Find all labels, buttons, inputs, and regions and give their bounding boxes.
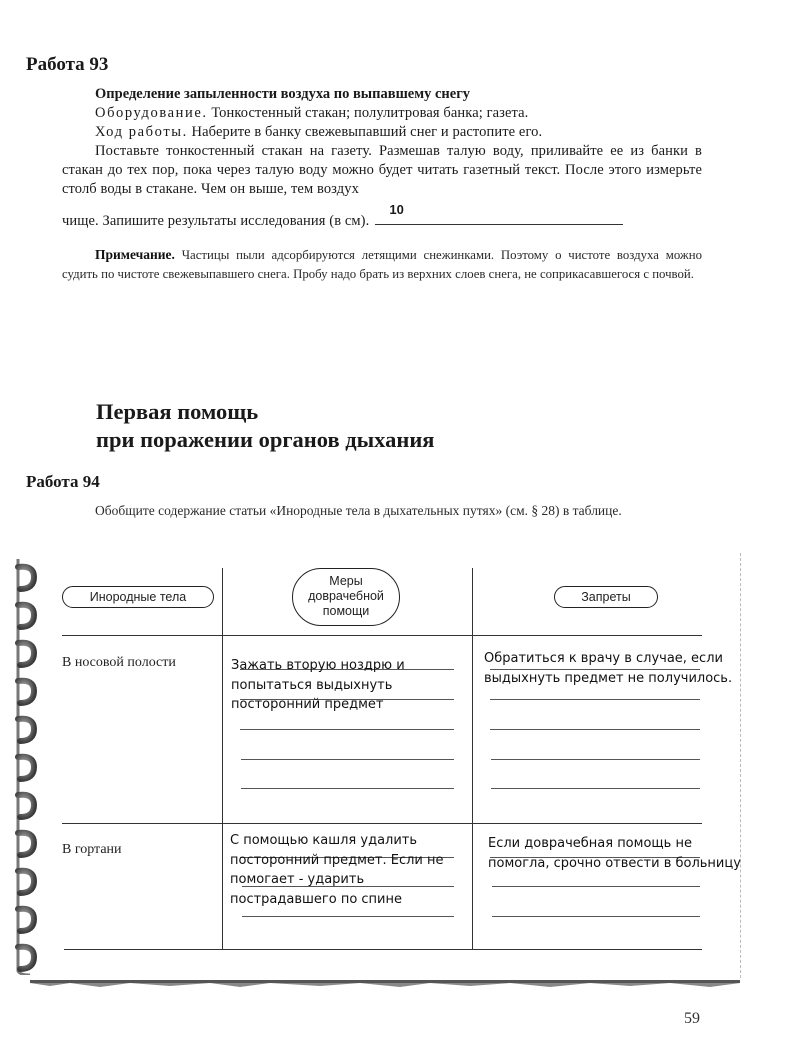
result-answer-value: 10 [389,202,405,217]
section-title [96,398,434,454]
procedure-label: Ход работы. [95,124,188,140]
writing-line [490,699,700,700]
answer-nasal-prohibitions[interactable] [484,649,732,688]
answer-line: выдыхнуть предмет не получилось. [484,670,733,686]
procedure-text: Наберите в банку свежевыпавший снег и растопите его. [187,124,543,140]
writing-line [490,729,700,730]
header-measures-line1: Меры [329,574,363,588]
spiral-ring [18,871,34,893]
section-title-line2: при поражении органов дыхания [96,427,435,452]
writing-line [491,759,700,760]
note-label: Примечание. [95,247,175,262]
header-foreign-bodies: Инородные тела [62,586,214,608]
work93-result-line [62,202,623,231]
column-divider-1 [222,568,223,950]
spiral-ring [18,795,34,817]
spiral-ring [18,757,34,779]
column-divider-2 [472,568,473,950]
result-answer-field[interactable] [375,202,623,225]
header-first-aid-measures [292,568,400,626]
answer-line: С помощью кашля удалить [230,833,418,848]
answer-larynx-prohibitions[interactable] [488,834,741,873]
section-title-line1: Первая помощь [96,399,259,424]
header-prohibitions: Запреты [554,586,658,608]
spiral-ring [18,833,34,855]
answer-line: пострадавшего по спине [230,891,402,907]
writing-line [241,788,454,789]
work94-title: Работа 94 [26,472,100,491]
page-number: 59 [684,1010,700,1027]
spiral-ring [18,909,34,931]
torn-bottom-edge [30,980,740,988]
writing-line [492,886,700,887]
row-divider [62,823,702,824]
spiral-ring [18,643,34,665]
spiral-ring [18,947,34,969]
spiral-binding-icon [12,555,42,975]
writing-line [242,916,454,917]
result-prompt: чище. Запишите результаты исследования (в см). [62,213,370,229]
header-measures-line2: доврачебной [308,589,384,603]
spiral-ring [18,719,34,741]
work93-equipment [95,104,528,123]
writing-line [241,759,454,760]
equipment-label: Оборудование. [95,105,208,121]
answer-line: посторонний предмет. Если не [230,852,444,868]
answer-line: Обратиться к врачу в случае, если [484,651,723,666]
header-measures-line3: помощи [322,604,370,618]
answer-line: помогает - ударить [230,872,365,887]
writing-line [491,788,700,789]
answer-line: помогла, срочно отвести в больницу [488,855,741,871]
table-bottom-line [64,949,702,950]
answer-line: попытаться выдыхнуть [231,677,393,693]
spiral-ring [18,567,34,589]
writing-line [492,916,700,917]
answer-nasal-measures[interactable] [231,656,405,715]
note-text: Частицы пыли адсорбируются летящими снежинками. Поэтому о чистоте воздуха можно судить по чистоте свежевыпавшего снега. Пробу надо брать из верхних слоев снега, не соприкасавшегося с почвой. [62,248,702,281]
spiral-ring [18,605,34,627]
work94-instruction: Обобщите содержание статьи «Инородные тела в дыхательных путях» (см. § 28) в таблице. [95,503,622,518]
work93-note [62,245,702,284]
work93-title: Работа 93 [26,54,109,75]
work93-subtitle: Определение запыленности воздуха по выпавшему снегу [95,86,471,102]
answer-line: Зажать вторую ноздрю и [231,658,405,673]
spiral-ring [18,681,34,703]
row-label-nasal: В носовой полости [62,655,176,670]
work93-body: Поставьте тонкостенный стакан на газету. Размешав талую воду, приливайте ее из банки в стакан до тех пор, пока через талую воду можно будет читать газетный текст. После этого измерьте столб воды в стакане. Чем он выше, тем воздух [62,143,702,197]
header-row-divider [62,635,702,636]
work93-procedure [95,123,542,142]
answer-line: Если доврачебная помощь не [488,836,692,851]
row-label-larynx: В гортани [62,842,122,857]
writing-line [240,729,454,730]
answer-larynx-measures[interactable] [230,831,444,909]
answer-line: посторонний предмет [231,697,384,712]
equipment-text: Тонкостенный стакан; полулитровая банка; газета. [207,105,529,121]
